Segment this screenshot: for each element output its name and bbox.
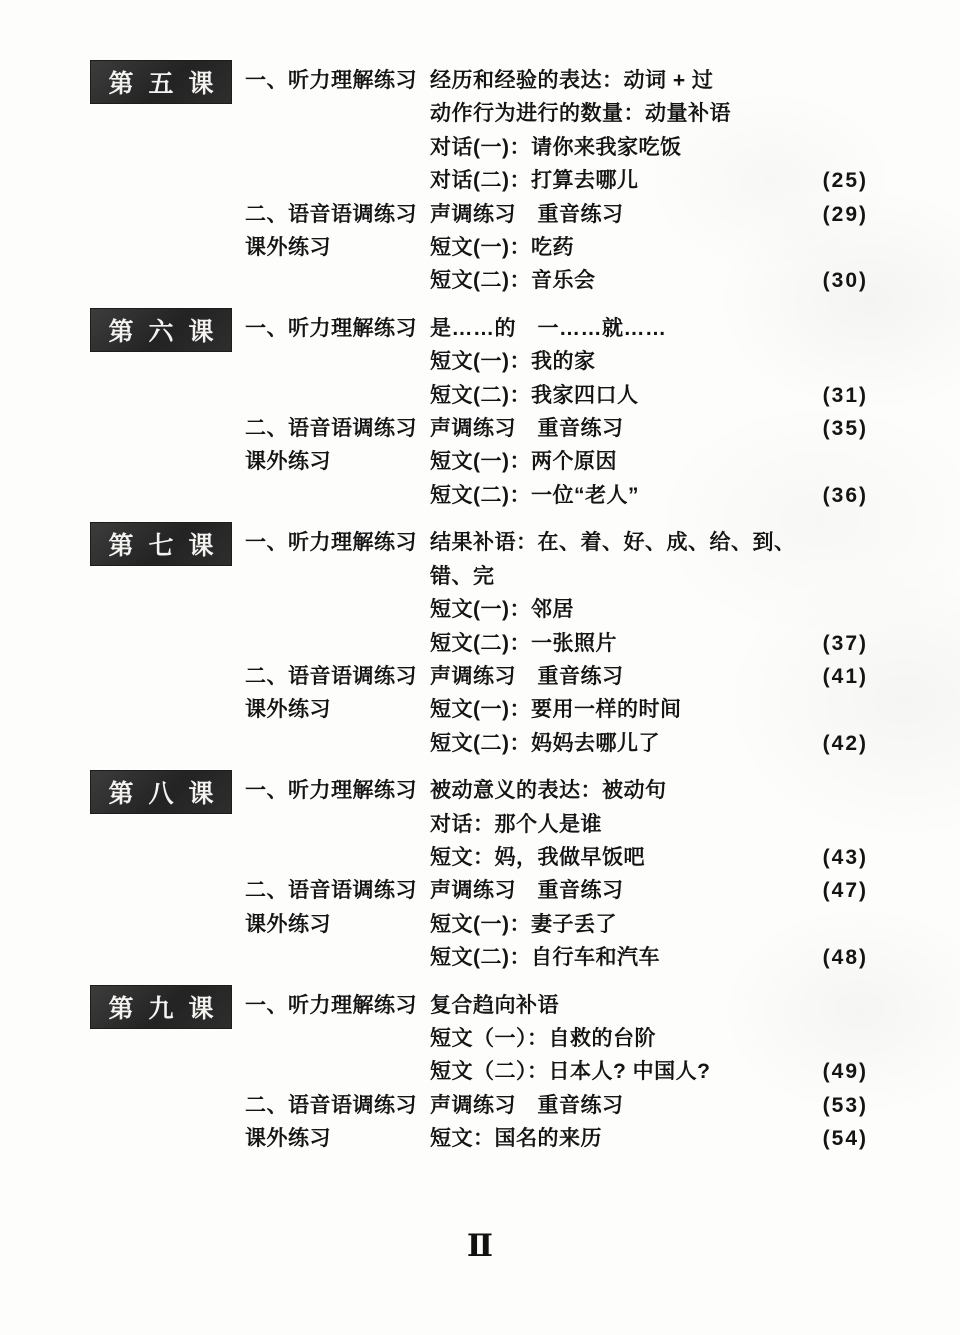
page-ref: (43) [822, 845, 868, 869]
toc-row [245, 164, 868, 197]
toc-row [245, 64, 868, 97]
content-text: 短文：国名的来历 [430, 1127, 602, 1151]
section-label [245, 941, 430, 974]
content-text: 声调练习 重音练习 [430, 879, 624, 903]
lesson-5-rows [245, 64, 868, 298]
toc-row [245, 774, 868, 807]
content-text: 结果补语：在、着、好、成、给、到、 [430, 531, 796, 555]
toc-row [245, 131, 868, 164]
toc-row [245, 593, 868, 626]
section-label: 二、语音语调练习 [245, 879, 417, 903]
section-label: 课外练习 [245, 236, 331, 260]
section-label: 课外练习 [245, 698, 331, 722]
content-text: 错、完 [430, 564, 495, 588]
section-label [245, 131, 430, 164]
toc-row [245, 560, 868, 593]
toc-row [245, 345, 868, 378]
toc-row [245, 874, 868, 907]
content-text: 短文(二)：一张照片 [430, 631, 617, 655]
page-ref: (42) [822, 731, 868, 755]
content-text: 对话(一)：请你来我家吃饭 [430, 135, 682, 159]
lesson-5-block [90, 64, 868, 298]
lesson-6-rows [245, 312, 868, 512]
content-text: 短文(一)：邻居 [430, 598, 574, 622]
page-ref [776, 693, 868, 726]
toc-row [245, 627, 868, 660]
content-text: 短文(一)：我的家 [430, 350, 596, 374]
page-ref [796, 526, 888, 559]
section-label [245, 264, 430, 297]
section-label: 课外练习 [245, 912, 331, 936]
section-label: 课外练习 [245, 1127, 331, 1151]
page-ref [776, 560, 868, 593]
content-text: 声调练习 重音练习 [430, 1093, 624, 1117]
toc-row [245, 908, 868, 941]
section-label [245, 345, 430, 378]
content-text: 经历和经验的表达：动词 + 过 [430, 69, 714, 92]
page-number: Ⅱ [466, 1228, 494, 1263]
page-ref [776, 131, 868, 164]
content-text: 动作行为进行的数量：动量补语 [430, 102, 731, 126]
section-label: 二、语音语调练习 [245, 664, 417, 688]
section-label: 二、语音语调练习 [245, 417, 417, 441]
content-text: 短文(二)：妈妈去哪儿了 [430, 731, 660, 755]
content-text: 短文(一)：两个原因 [430, 450, 617, 474]
page-ref [776, 97, 868, 130]
section-label [245, 1022, 430, 1055]
section-label [245, 479, 430, 512]
section-label: 一、听力理解练习 [245, 316, 417, 340]
section-label: 一、听力理解练习 [245, 779, 417, 803]
section-label [245, 808, 430, 841]
page-ref [776, 593, 868, 626]
lesson-7-block [90, 526, 868, 760]
section-label [245, 1055, 430, 1088]
page-ref: (30) [822, 269, 868, 293]
lesson-9-rows [245, 989, 868, 1156]
lesson-8-badge: 第八课 [90, 770, 232, 814]
toc-row [245, 841, 868, 874]
content-text: 被动意义的表达：被动句 [430, 779, 667, 803]
section-label [245, 841, 430, 874]
content-text: 对话：那个人是谁 [430, 812, 602, 836]
content-text: 声调练习 重音练习 [430, 202, 624, 226]
section-label: 二、语音语调练习 [245, 202, 417, 226]
page-ref: (25) [822, 169, 868, 193]
content-text: 是……的 一……就…… [430, 316, 667, 340]
content-text: 短文（一）：自救的台阶 [430, 1026, 656, 1050]
lesson-6-block [90, 312, 868, 512]
content-text: 短文(二)：一位“老人” [430, 483, 639, 507]
lesson-6-badge: 第六课 [90, 308, 232, 352]
section-label [245, 379, 430, 412]
lesson-8-block [90, 774, 868, 974]
content-text: 短文(二)：我家四口人 [430, 383, 639, 407]
toc-row [245, 693, 868, 726]
toc-row [245, 198, 868, 231]
page-ref: (48) [822, 946, 868, 970]
section-label [245, 164, 430, 197]
toc-row [245, 660, 868, 693]
toc-row [245, 808, 868, 841]
section-label [245, 560, 430, 593]
page-ref [776, 908, 868, 941]
content-text: 对话(二)：打算去哪儿 [430, 169, 639, 193]
content-text: 短文（二）：日本人? 中国人? [430, 1060, 711, 1084]
lesson-7-rows [245, 526, 868, 760]
page-ref: (35) [822, 417, 868, 441]
section-label: 一、听力理解练习 [245, 993, 417, 1017]
page-ref: (29) [822, 202, 868, 226]
toc-row [245, 727, 868, 760]
page-ref [776, 1022, 868, 1055]
page-ref: (49) [822, 1060, 868, 1084]
page-ref [776, 64, 868, 97]
page-ref [776, 989, 868, 1022]
lesson-9-badge: 第九课 [90, 985, 232, 1029]
lesson-9-block [90, 989, 868, 1156]
section-label: 课外练习 [245, 450, 331, 474]
section-label: 一、听力理解练习 [245, 531, 417, 555]
content-text: 声调练习 重音练习 [430, 664, 624, 688]
content-text: 短文：妈，我做早饭吧 [430, 845, 645, 869]
page-ref: (31) [822, 383, 868, 407]
toc-row [245, 412, 868, 445]
toc-row [245, 312, 868, 345]
content-text: 声调练习 重音练习 [430, 417, 624, 441]
toc-row [245, 1122, 868, 1155]
page-ref: (54) [822, 1127, 868, 1151]
content-text: 复合趋向补语 [430, 993, 559, 1017]
lesson-5-badge: 第五课 [90, 60, 232, 104]
toc-row [245, 941, 868, 974]
page-ref [776, 231, 868, 264]
page-ref [776, 808, 868, 841]
toc-row [245, 479, 868, 512]
section-label [245, 627, 430, 660]
lesson-7-badge: 第七课 [90, 522, 232, 566]
content-text: 短文(二)：自行车和汽车 [430, 946, 660, 970]
toc-row [245, 989, 868, 1022]
page-ref [776, 312, 868, 345]
page-ref: (41) [822, 664, 868, 688]
section-label [245, 727, 430, 760]
content-text: 短文(二)：音乐会 [430, 269, 596, 293]
toc-row [245, 526, 868, 559]
page-ref: (47) [822, 879, 868, 903]
toc-row [245, 231, 868, 264]
page-ref: (53) [822, 1093, 868, 1117]
toc-row [245, 1022, 868, 1055]
section-label: 一、听力理解练习 [245, 69, 417, 92]
section-label: 二、语音语调练习 [245, 1093, 417, 1117]
toc-row [245, 1089, 868, 1122]
section-label [245, 97, 430, 130]
lesson-8-rows [245, 774, 868, 974]
toc-row [245, 379, 868, 412]
table-of-contents [90, 64, 868, 1170]
content-text: 短文(一)：妻子丢了 [430, 912, 617, 936]
page-ref: (36) [822, 483, 868, 507]
toc-row [245, 264, 868, 297]
toc-row [245, 445, 868, 478]
page-ref: (37) [822, 631, 868, 655]
page-ref [776, 445, 868, 478]
section-label [245, 593, 430, 626]
toc-row [245, 1055, 868, 1088]
page-ref [776, 345, 868, 378]
content-text: 短文(一)：要用一样的时间 [430, 698, 682, 722]
content-text: 短文(一)：吃药 [430, 236, 574, 260]
page-ref [776, 774, 868, 807]
toc-row [245, 97, 868, 130]
